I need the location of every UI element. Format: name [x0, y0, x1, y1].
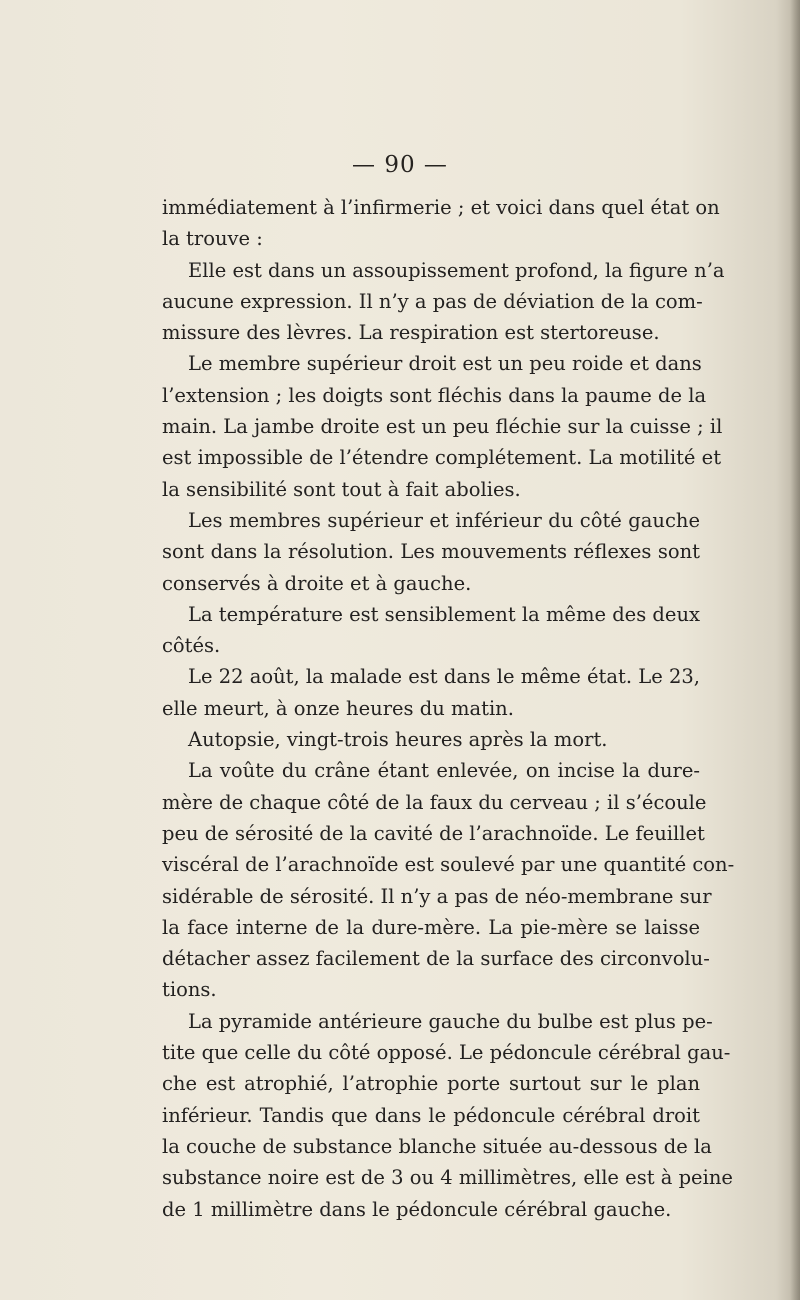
text-line: Autopsie, vingt-trois heures après la mort.	[188, 728, 608, 752]
text-line: viscéral de l’arachnoïde est soulevé par une quantité con-	[162, 853, 735, 877]
paragraph	[162, 724, 700, 755]
text-line: est impossible de l’étendre complétement. La motilité et	[162, 446, 722, 470]
text-line: la face interne de la dure-mère. La pie-mère se laisse	[162, 915, 700, 939]
text-line: La voûte du crâne étant enlevée, on incise la dure-	[188, 759, 700, 783]
paragraph	[162, 192, 720, 255]
text-line: elle meurt, à onze heures du matin.	[162, 696, 514, 720]
text-line: détacher assez facilement de la surface des circonvolu-	[162, 947, 710, 971]
text-line: peu de sérosité de la cavité de l’arachnoïde. Le feuillet	[162, 821, 705, 845]
text-line: Elle est dans un assoupissement profond, la figure n’a	[188, 258, 725, 282]
text-line: mère de chaque côté de la faux du cerveau ; il s’écoule	[162, 790, 707, 814]
text-line: sont dans la résolution. Les mouvements réflexes sont	[162, 540, 700, 564]
text-line: conservés à droite et à gauche.	[162, 571, 472, 595]
text-line: aucune expression. Il n’y a pas de déviation de la com-	[162, 289, 703, 313]
text-line: Les membres supérieur et inférieur du côté gauche	[188, 508, 700, 532]
paragraph	[162, 255, 725, 349]
text-line: immédiatement à l’infirmerie ; et voici dans quel état on	[162, 196, 720, 219]
text-line: La température est sensiblement la même des deux	[188, 602, 701, 626]
text-line: main. La jambe droite est un peu fléchie sur la cuisse ; il	[162, 415, 723, 439]
text-line: l’extension ; les doigts sont fléchis dans la paume de la	[162, 383, 707, 407]
text-line: substance noire est de 3 ou 4 millimètres, elle est à peine	[162, 1166, 733, 1190]
text-line: tite que celle du côté opposé. Le pédoncule cérébral gau-	[162, 1041, 731, 1065]
text-line: La pyramide antérieure gauche du bulbe est plus pe-	[188, 1009, 713, 1033]
text-line: inférieur. Tandis que dans le pédoncule cérébral droit	[162, 1103, 700, 1127]
paragraph	[162, 1006, 733, 1225]
text-line: côtés.	[162, 634, 221, 658]
text-line: la sensibilité sont tout à fait abolies.	[162, 477, 521, 501]
text-line: che est atrophié, l’atrophie porte surtout sur le plan	[162, 1072, 700, 1096]
text-line: Le 22 août, la malade est dans le même état. Le 23,	[188, 665, 700, 689]
paragraph	[162, 755, 735, 1005]
text-line: la trouve :	[162, 227, 263, 251]
body-text	[162, 192, 735, 1225]
text-line: la couche de substance blanche située au-dessous de la	[162, 1134, 712, 1158]
page-number: — 90 —	[352, 152, 448, 178]
paragraph	[162, 348, 723, 504]
text-line: missure des lèvres. La respiration est stertoreuse.	[162, 321, 660, 345]
text-line: sidérable de sérosité. Il n’y a pas de néo-membrane sur	[162, 884, 712, 908]
text-line: tions.	[162, 978, 217, 1002]
text-line: de 1 millimètre dans le pédoncule cérébral gauche.	[162, 1197, 672, 1221]
text-line: Le membre supérieur droit est un peu roide et dans	[188, 352, 702, 376]
paragraph	[162, 505, 700, 599]
paragraph	[162, 661, 700, 724]
page-edge-shadow	[790, 0, 800, 1300]
paragraph	[162, 599, 700, 662]
